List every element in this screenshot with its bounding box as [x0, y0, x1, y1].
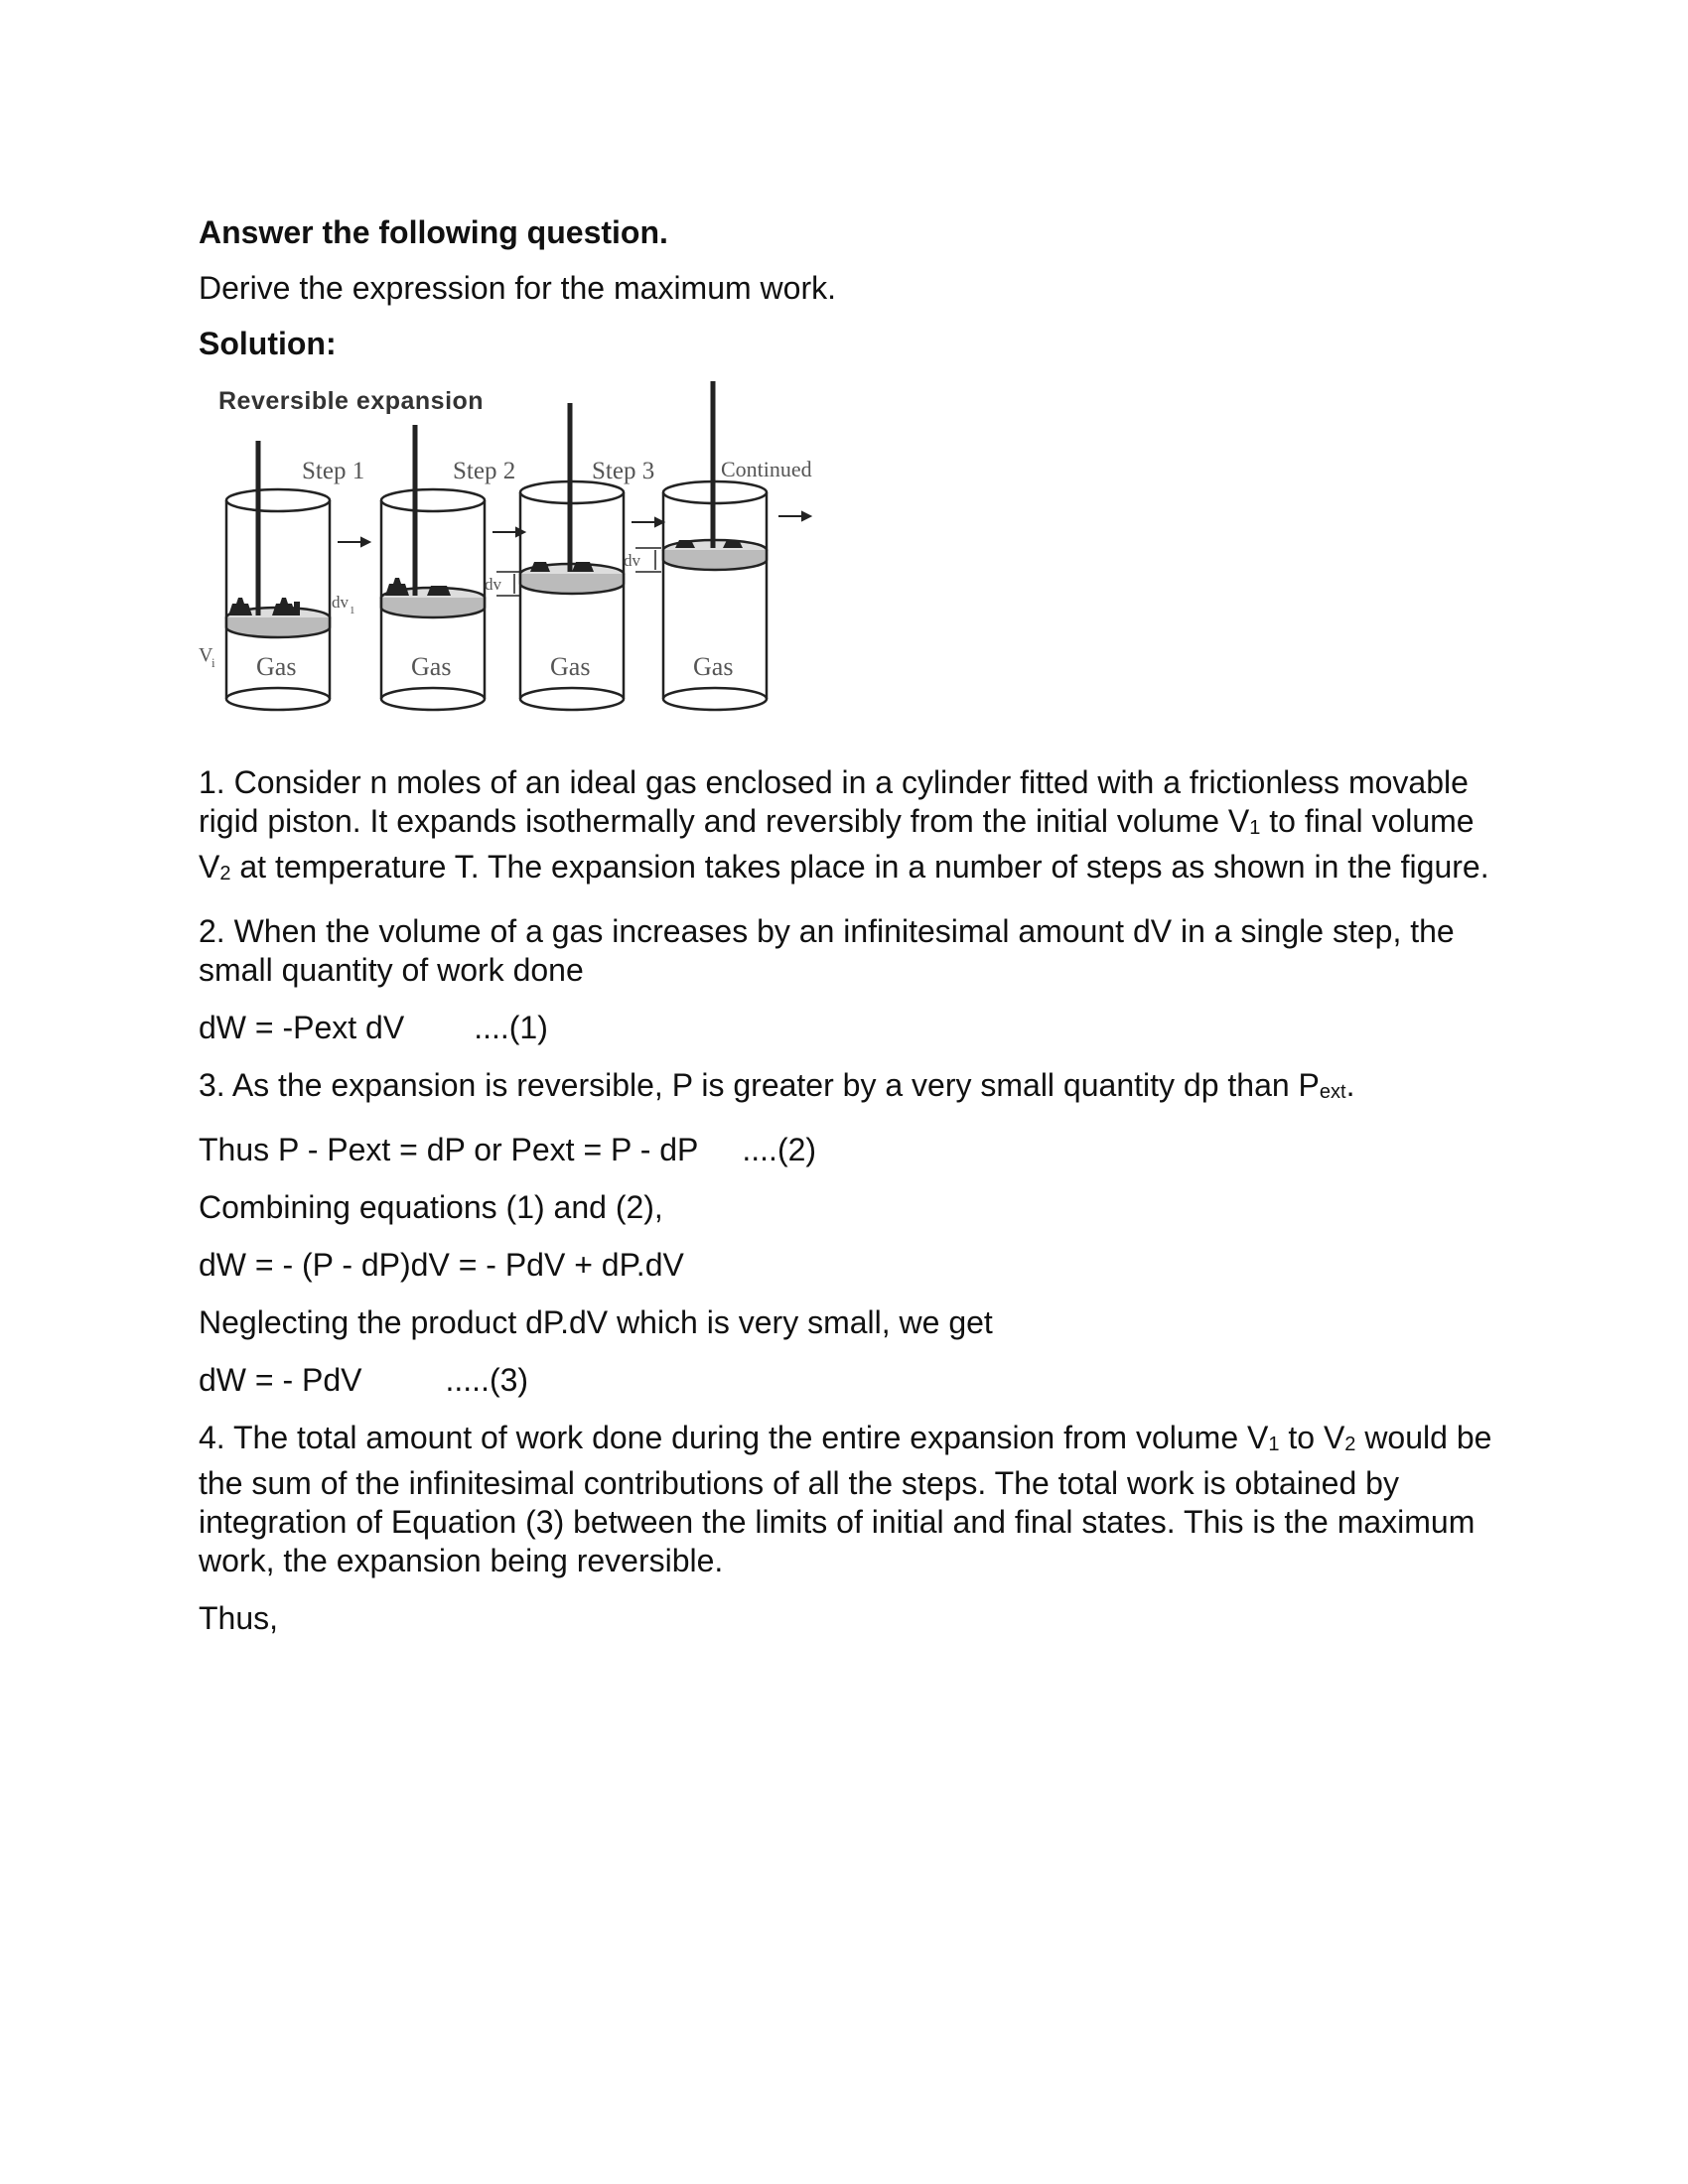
equation-1 [199, 1009, 1509, 1047]
v-label: V [199, 644, 213, 666]
paragraph-4 [199, 1419, 1509, 1580]
continued-label: Continued [721, 457, 812, 481]
solution-label: Solution: [199, 326, 337, 361]
equation-2 [199, 1131, 1509, 1169]
dv1-label: dv [332, 593, 349, 612]
thus-text: Thus, [199, 1600, 279, 1636]
cylinders-diagram [199, 381, 854, 724]
heading: Answer the following question. [199, 214, 668, 250]
step3-label: Step 3 [592, 458, 655, 484]
p3-end: . [1345, 1067, 1355, 1103]
gas-label-3: Gas [550, 652, 591, 681]
v-sub: i [211, 655, 215, 670]
p4-text-b: to V [1279, 1420, 1345, 1455]
neglecting-text: Neglecting the product dP.dV which is very small, we get [199, 1304, 993, 1340]
p1-text-b: to final volume V [199, 803, 1475, 885]
step1-label: Step 1 [302, 458, 365, 484]
p4-text-a: 4. The total amount of work done during the entire expansion from volume V [199, 1420, 1269, 1455]
eq1-number: ....(1) [474, 1010, 548, 1045]
step2-label: Step 2 [453, 458, 516, 484]
p4-text-c: would be the sum of the infinitesimal contributions of all the steps. The total work is obtained by integration of Equation (3) between the limits of initial and final states. This is the maximum work, the expansion being reversible. [199, 1420, 1492, 1578]
reversible-expansion-figure [199, 381, 854, 724]
dv3-label: dv [624, 551, 640, 570]
eq3-text: dW = - PdV [199, 1362, 362, 1398]
question: Derive the expression for the maximum work. [199, 270, 836, 306]
gas-label-4: Gas [693, 652, 734, 681]
document-page [199, 213, 1509, 1638]
dv1-sub: 1 [350, 605, 355, 616]
eq3-number: .....(3) [445, 1362, 529, 1398]
equation-3 [199, 1361, 1509, 1400]
combining-text: Combining equations (1) and (2), [199, 1189, 663, 1225]
gas-label-2: Gas [411, 652, 452, 681]
p1-text-c: at temperature T. The expansion takes place in a number of steps as shown in the figure. [230, 849, 1489, 885]
p3-text: 3. As the expansion is reversible, P is greater by a very small quantity dp than P [199, 1067, 1320, 1103]
equation-combined: dW = - (P - dP)dV = - PdV + dP.dV [199, 1247, 684, 1283]
paragraph-2: 2. When the volume of a gas increases by an infinitesimal amount dV in a single step, the small quantity of work done [199, 913, 1455, 988]
figure-title: Reversible expansion [218, 387, 485, 415]
p1-sub-2: 2 [219, 863, 231, 885]
paragraph-3 [199, 1066, 1509, 1112]
dv2-label: dv [485, 575, 501, 594]
p3-sub: ext [1319, 1081, 1346, 1103]
gas-label-1: Gas [256, 652, 297, 681]
eq1-text: dW = -Pext dV [199, 1010, 405, 1045]
p1-sub-1: 1 [1249, 817, 1261, 839]
paragraph-1 [199, 763, 1509, 893]
p1-text-a: 1. Consider n moles of an ideal gas enclosed in a cylinder fitted with a frictionless movable rigid piston. It expands isothermally and reversibly from the initial volume V [199, 764, 1469, 839]
p4-sub-1: 1 [1268, 1433, 1280, 1455]
eq2-text: Thus P - Pext = dP or Pext = P - dP [199, 1132, 699, 1167]
p4-sub-2: 2 [1344, 1433, 1356, 1455]
eq2-number: ....(2) [742, 1132, 817, 1167]
